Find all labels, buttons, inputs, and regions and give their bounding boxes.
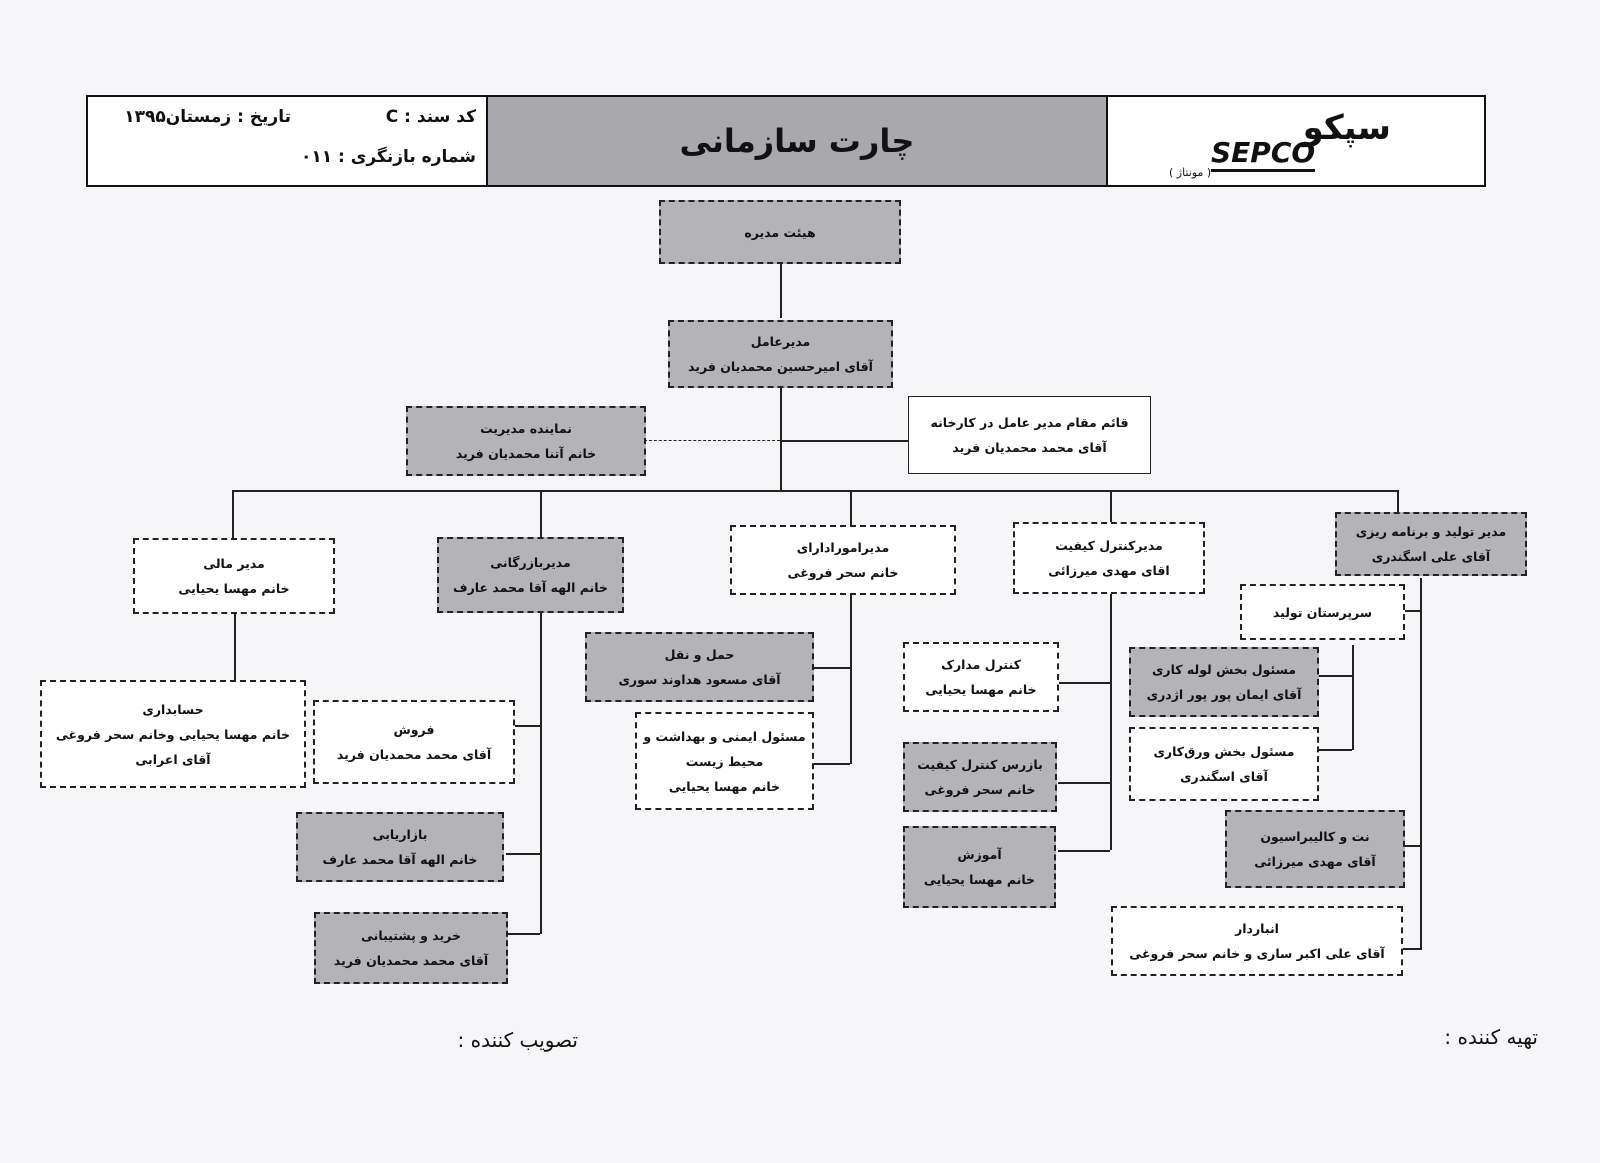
node-production-supervisor[interactable] bbox=[1240, 584, 1405, 640]
node-accounting[interactable] bbox=[40, 680, 306, 788]
node-person: آقای محمد محمدیان فرید bbox=[336, 747, 492, 762]
connector bbox=[812, 763, 850, 765]
node-title: مدیرکنترل کیفیت bbox=[1055, 538, 1163, 553]
node-title: قائم مقام مدیر عامل در کارخانه bbox=[930, 415, 1129, 430]
logo-english: SEPCO bbox=[1211, 136, 1315, 172]
logo-subtitle: ( مونتاژ ) bbox=[1169, 166, 1212, 179]
header-table bbox=[86, 95, 1486, 187]
node-piping-lead[interactable] bbox=[1129, 647, 1319, 717]
connector bbox=[540, 612, 542, 934]
connector bbox=[514, 725, 540, 727]
node-person: خانم مهسا یحیایی bbox=[925, 682, 1037, 697]
node-person: اقای مهدی میرزائی bbox=[1048, 563, 1170, 578]
node-sales[interactable] bbox=[313, 700, 515, 784]
node-title: انباردار bbox=[1235, 921, 1279, 936]
connector bbox=[1318, 675, 1352, 677]
node-person: آقای مهدی میرزائی bbox=[1254, 854, 1376, 869]
node-title: کنترل مدارک bbox=[941, 657, 1021, 672]
node-document-control[interactable] bbox=[903, 642, 1059, 712]
node-person: خانم مهسا یحیایی bbox=[178, 581, 290, 596]
connector bbox=[1420, 578, 1422, 950]
approved-by-label: تصویب کننده : bbox=[457, 1028, 578, 1052]
node-title: خرید و پشتیبانی bbox=[361, 928, 461, 943]
node-warehouse[interactable] bbox=[1111, 906, 1403, 976]
node-title: مدیر مالی bbox=[203, 556, 265, 571]
connector bbox=[1110, 490, 1112, 522]
node-commerce-manager[interactable] bbox=[437, 537, 624, 613]
node-person: خانم آتنا محمدیان فرید bbox=[455, 446, 597, 461]
node-title: مسئول بخش ورق‌کاری bbox=[1153, 744, 1295, 759]
dashed-connector bbox=[644, 440, 780, 441]
connector bbox=[850, 594, 852, 764]
revision-number: شماره بازنگری : ۰۱۱ bbox=[301, 147, 476, 167]
node-person: آقای اسگندری bbox=[1180, 769, 1268, 784]
node-management-rep[interactable] bbox=[406, 406, 646, 476]
node-board[interactable] bbox=[659, 200, 901, 264]
connector bbox=[232, 490, 1397, 492]
node-title: نت و کالیبراسیون bbox=[1260, 829, 1370, 844]
node-title: فروش bbox=[393, 722, 435, 737]
node-transport[interactable] bbox=[585, 632, 814, 702]
node-title: مسئول ایمنی و بهداشت و bbox=[643, 728, 806, 744]
node-person: خانم الهه آقا محمد عارف bbox=[322, 852, 478, 867]
connector bbox=[780, 440, 908, 442]
connector bbox=[506, 933, 540, 935]
page-title: چارت سازمانی bbox=[679, 122, 915, 160]
node-title: آموزش bbox=[957, 847, 1002, 862]
sepco-logo bbox=[1169, 106, 1411, 179]
node-person: خانم سحر فروغی bbox=[787, 565, 899, 580]
node-person: آقای محمد محمدیان فرید bbox=[333, 953, 489, 968]
node-qc-inspector[interactable] bbox=[903, 742, 1057, 812]
connector bbox=[1397, 490, 1399, 512]
node-person: خانم مهسا یحیایی bbox=[923, 872, 1036, 887]
connector bbox=[850, 490, 852, 525]
node-person: خانم مهسا یحیایی وخانم سحر فروغی bbox=[55, 726, 291, 742]
node-training[interactable] bbox=[903, 826, 1056, 908]
connector bbox=[780, 262, 782, 318]
connector bbox=[232, 490, 234, 540]
doc-code: کد سند : C bbox=[385, 107, 476, 127]
title-cell bbox=[488, 97, 1108, 185]
logo-persian: سپکو bbox=[1302, 108, 1391, 148]
node-deputy-ceo[interactable] bbox=[908, 396, 1151, 474]
connector bbox=[1402, 948, 1420, 950]
node-person-2: آقای اعرابی bbox=[135, 751, 211, 767]
node-person: آقای علی اسگندری bbox=[1371, 549, 1491, 564]
node-qc-manager[interactable] bbox=[1013, 522, 1205, 594]
connector bbox=[234, 612, 236, 680]
node-finance-manager[interactable] bbox=[133, 538, 335, 614]
node-title: مدیرامورادارای bbox=[796, 540, 890, 555]
prepared-by-label: تهیه کننده : bbox=[1444, 1025, 1538, 1049]
node-purchase-support[interactable] bbox=[314, 912, 508, 984]
doc-date: تاریخ : زمستان۱۳۹۵ bbox=[124, 107, 291, 127]
node-marketing[interactable] bbox=[296, 812, 504, 882]
connector bbox=[1110, 594, 1112, 850]
logo-cell bbox=[1108, 97, 1484, 185]
node-person: آقای علی اکبر ساری و خانم سحر فروغی bbox=[1129, 946, 1385, 961]
node-title: مدیرعامل bbox=[750, 334, 811, 349]
node-title: بازاریابی bbox=[372, 827, 428, 842]
node-person: آقای امیرحسین محمدیان فرید bbox=[688, 359, 873, 374]
node-maintenance-calibration[interactable] bbox=[1225, 810, 1405, 888]
node-title: مسئول بخش لوله کاری bbox=[1151, 662, 1297, 677]
node-title: هیئت مدیره bbox=[744, 224, 816, 240]
node-hse[interactable] bbox=[635, 712, 814, 810]
node-person: آقای مسعود هداوند سوری bbox=[618, 672, 781, 687]
node-title: حسابداری bbox=[142, 701, 204, 717]
connector bbox=[1058, 782, 1110, 784]
connector bbox=[1352, 645, 1354, 750]
connector bbox=[540, 490, 542, 537]
node-person: آقای محمد محمدیان فرید bbox=[952, 440, 1107, 455]
connector bbox=[1318, 749, 1352, 751]
node-title: مدیر تولید و برنامه ریزی bbox=[1355, 524, 1507, 539]
node-title-2: محیط زیست bbox=[685, 753, 764, 769]
node-person: خانم سحر فروغی bbox=[924, 782, 1036, 797]
node-ceo[interactable] bbox=[668, 320, 893, 388]
connector bbox=[780, 384, 782, 490]
node-title: سرپرستان تولید bbox=[1272, 604, 1373, 620]
node-title: مدیربازرگانی bbox=[490, 555, 571, 570]
connector bbox=[506, 853, 540, 855]
node-person: خانم مهسا یحیایی bbox=[668, 778, 781, 794]
node-admin-manager[interactable] bbox=[730, 525, 956, 595]
node-person: خانم الهه آقا محمد عارف bbox=[453, 580, 608, 595]
connector bbox=[1058, 850, 1110, 852]
node-production-manager[interactable] bbox=[1335, 512, 1527, 576]
node-sheet-metal-lead[interactable] bbox=[1129, 727, 1319, 801]
node-person: آقای ایمان پور پور اژدری bbox=[1146, 687, 1302, 702]
node-title: حمل و نقل bbox=[664, 647, 735, 662]
node-title: نماینده مدیریت bbox=[480, 421, 572, 436]
document-info bbox=[88, 97, 488, 185]
connector bbox=[1058, 682, 1110, 684]
node-title: بازرس کنترل کیفیت bbox=[917, 757, 1043, 772]
connector bbox=[812, 667, 850, 669]
